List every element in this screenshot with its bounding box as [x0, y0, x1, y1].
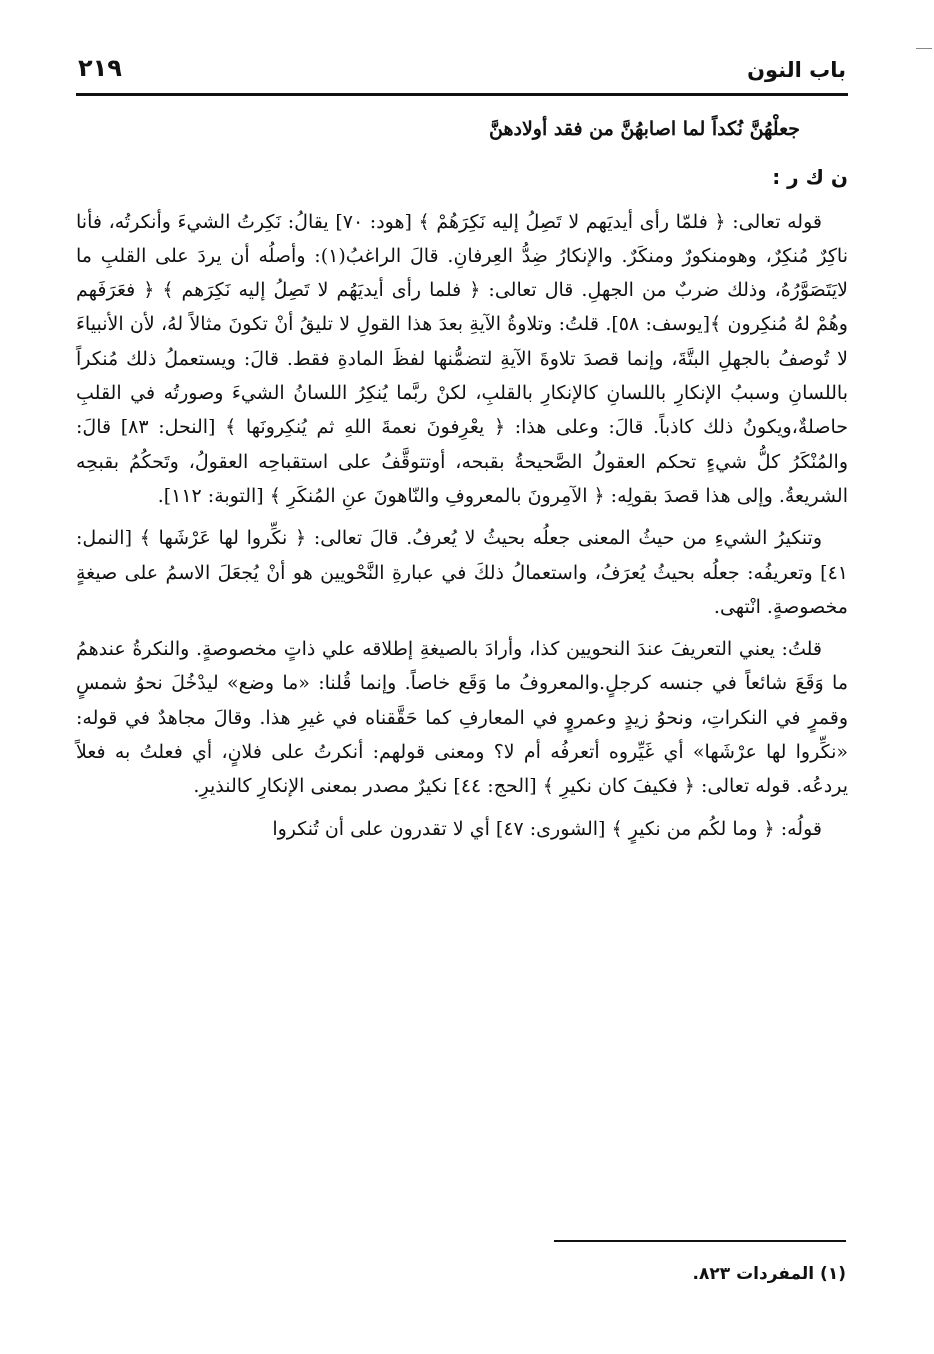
- header-rule: [76, 93, 848, 96]
- paragraph-1: قوله تعالى: ﴿ فلمّا رأى أيديَهم لا تَصِلُ إليه نَكِرَهُمْ ﴾ [هود: ٧٠] يقالُ: نَكِرتُ الشيءَ وأنكرتُه، فأنا ناكِرٌ مُنكِرٌ، وهومنكورٌ ومنكَرٌ. والإنكارُ ضِدُّ العِرفانِ. قالَ الراغبُ(١): وأصلُه أن يردَ على القلبِ ما لايَتَصَوَّرُهُ، وذلك ضربٌ من الجهلِ. قال تعالى: ﴿ فلما رأى أيديَهُم لا تَصِلُ إليه نَكِرَهم ﴾ ﴿ فعَرَفَهم وهُمْ لهُ مُنكِرون ﴾[يوسف: ٥٨]. قلتُ: وتلاوةُ الآيةِ بعدَ هذا القولِ لا تليقُ أنْ تكونَ مثالاً لهُ، لأن الأنبياءَ لا تُوصفُ بالجهلِ البتَّةَ، وإنما قصدَ تلاوةَ الآيةِ لتضمُّنها لفظَ المادةِ فقط. قالَ: ويستعملُ ذلك مُنكراً باللسانِ وسببُ الإنكارِ باللسانِ كالإنكارِ بالقلبِ، لكنْ ربَّما يُنكِرُ اللسانُ الشيءَ وصورتُه في القلبِ حاصلةٌ،ويكونُ ذلك كاذباً. قالَ: وعلى هذا: ﴿ يعْرِفونَ نعمةَ اللهِ ثم يُنكِرونَها ﴾ [النحل: ٨٣] قالَ: والمُنْكَرُ كلُّ شيءٍ تحكم العقولُ الصَّحيحةُ بقبحه، أوتتوقَّفُ على استقباحِه العقولُ، وتَحكُمُ بقبحِه الشريعةُ. وإلى هذا قصدَ بقولِه: ﴿ الآمِرونَ بالمعروفِ والنّاهونَ عنِ المُنكَرِ ﴾ [التوبة: ١١٢].: [76, 210, 848, 507]
- page-body: [76, 112, 848, 856]
- paragraph-2: وتنكيرُ الشيءِ من حيثُ المعنى جعلُه بحيثُ لا يُعرفُ. قالَ تعالى: ﴿ نكِّروا لها عَرْشَها ﴾ [النمل: ٤١] وتعريفُه: جعلُه بحيثُ يُعرَفُ، واستعمالُ ذلكَ في عبارةِ النَّحْويين هو أنْ يُجعَلَ الاسمُ على صيغةٍ مخصوصةٍ. انْتهى.: [76, 527, 848, 618]
- footnote-rule: [554, 1240, 846, 1242]
- page-header: [78, 52, 846, 90]
- verse-line: جعلْهُنَّ نُكداً لما اصابهُنَّ من فقد أولادهنَّ: [489, 118, 800, 140]
- root-heading: ن ك ر :: [772, 165, 848, 190]
- paragraph-3: قلتُ: يعني التعريفَ عندَ النحويين كذا، وأرادَ بالصيغةِ إطلاقه علي ذاتٍ مخصوصةٍ. والنكرةُ عندهمُ ما وَقَعَ شائعاً في جنسه كرجلٍ.والمعروفُ ما وَقَع خاصاً. وإنما قُلنا: «ما وضع» ليدْخُلَ نحوُ شمسٍ وقمرٍ في النكراتِ، ونحوُ زيدٍ وعمروٍ في المعارفِ كما حَقَّقناه في غيرِ هذا. وقالَ مجاهدٌ في قوله: «نكِّروا لها عرْشَها» أي غَيِّروه أتعرفُه أم لا؟ ومعنى قولهم: أنكرتُ على فلانٍ، أي فعلتُ به فعلاً يردعُه. قوله تعالى: ﴿ فكيفَ كان نكيرِ ﴾ [الحج: ٤٤] نكيرٌ مصدر بمعنى الإنكارِ كالنذيرِ.: [76, 638, 848, 798]
- corner-mark: [916, 48, 932, 49]
- footnote: (١) المفردات ٨٢٣.: [692, 1264, 846, 1284]
- paragraph-4: قولُه: ﴿ وما لكُم من نكيرٍ ﴾ [الشورى: ٤٧] أي لا تقدرون على أن تُنكروا: [272, 817, 822, 840]
- chapter-title: باب النون: [747, 58, 846, 82]
- page-number: ٢١٩: [78, 54, 122, 82]
